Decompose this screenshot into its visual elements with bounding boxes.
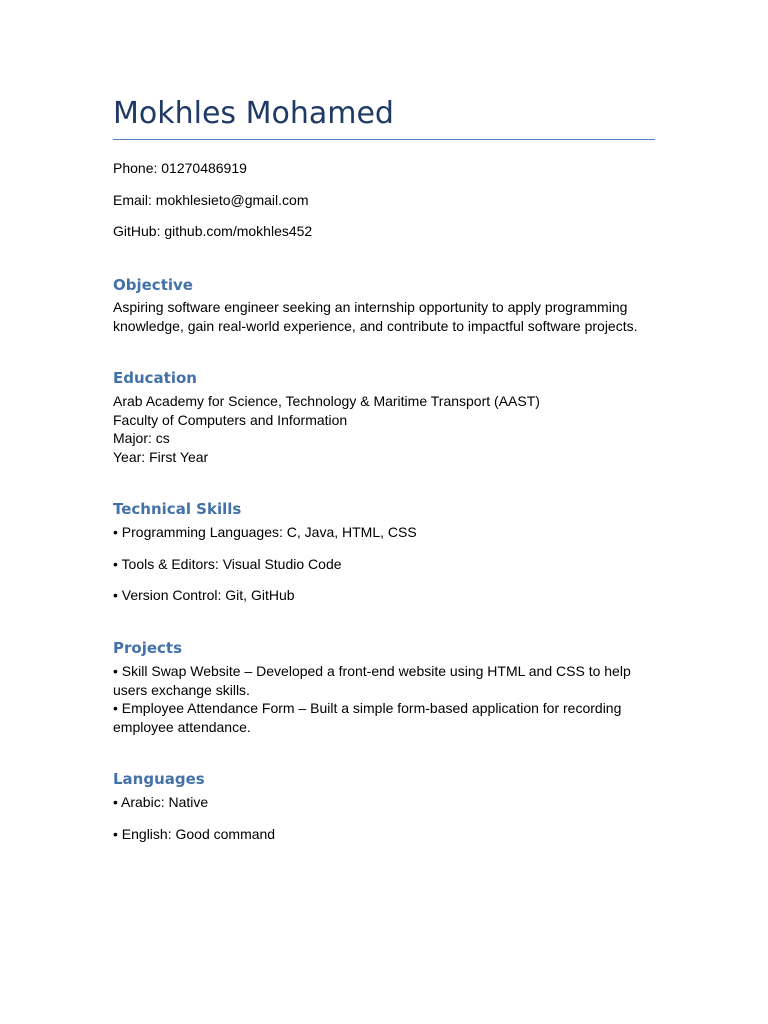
skill-item: • Tools & Editors: Visual Studio Code [113,556,342,572]
education-line: Major: cs [113,430,170,447]
objective-line: knowledge, gain real-world experience, and contribute to impactful software projects. [113,317,638,334]
language-item: • English: Good command [113,826,276,842]
contact-phone: Phone: 01270486919 [113,160,247,176]
projects-text [113,662,655,736]
objective-text [113,298,655,335]
languages-heading: Languages [113,770,205,788]
project-line: • Employee Attendance Form – Built a simple form-based application for recording [113,700,622,717]
projects-heading: Projects [113,639,183,657]
resume-name: Mokhles Mohamed [113,96,394,131]
project-line: users exchange skills. [113,681,250,698]
education-heading: Education [113,369,197,387]
education-line: Faculty of Computers and Information [113,411,348,428]
education-line: Arab Academy for Science, Technology & Maritime Transport (AAST) [113,393,540,409]
education-text [113,392,655,466]
contact-github: GitHub: github.com/mokhles452 [113,223,313,239]
language-item: • Arabic: Native [113,794,209,810]
skills-heading: Technical Skills [113,500,242,518]
skill-item: • Programming Languages: C, Java, HTML, CSS [113,524,417,540]
project-line: • Skill Swap Website – Developed a front-end website using HTML and CSS to help [113,663,631,679]
skill-item: • Version Control: Git, GitHub [113,587,295,603]
contact-email: Email: mokhlesieto@gmail.com [113,192,309,208]
education-line: Year: First Year [113,448,209,465]
project-line: employee attendance. [113,718,251,735]
title-divider [113,139,655,140]
objective-heading: Objective [113,276,193,294]
objective-line: Aspiring software engineer seeking an internship opportunity to apply programming [113,299,628,315]
